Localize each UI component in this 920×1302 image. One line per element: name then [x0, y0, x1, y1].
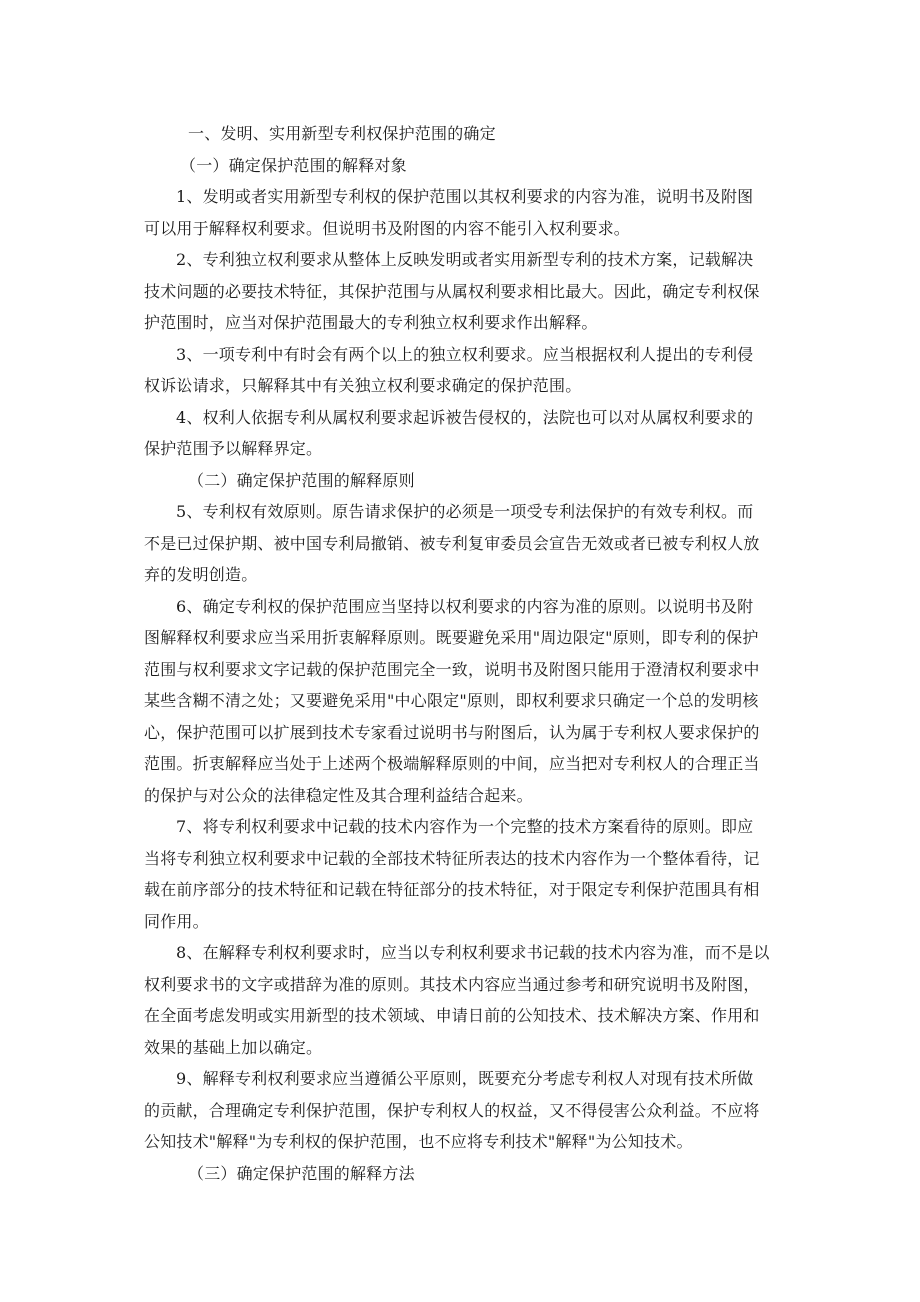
paragraph-line: 可以用于解释权利要求。但说明书及附图的内容不能引入权利要求。 — [144, 218, 631, 238]
paragraph-first-line: 2、专利独立权利要求从整体上反映发明或者实用新型专利的技术方案，记载解决 — [176, 250, 754, 269]
paragraph-first-line: 3、一项专利中有时会有两个以上的独立权利要求。应当根据权利人提出的专利侵 — [176, 344, 754, 364]
paragraph-line: 范围与权利要求文字记载的保护范围完全一致，说明书及附图只能用于澄清权利要求中 — [144, 659, 760, 679]
paragraph-line: 技术问题的必要技术特征，其保护范围与从属权利要求相比最大。因此，确定专利权保 — [144, 281, 760, 301]
paragraph-line: 当将专利独立权利要求中记载的全部技术特征所表达的技术内容作为一个整体看待，记 — [144, 848, 760, 868]
paragraph-line: 权利要求书的文字或措辞为准的原则。其技术内容应当通过参考和研究说明书及附图， — [144, 974, 760, 994]
paragraph-line: 图解释权利要求应当采用折衷解释原则。既要避免采用"周边限定"原则，即专利的保护 — [144, 628, 759, 647]
paragraph-line: 的贡献，合理确定专利保护范围，保护专利权人的权益，又不得侵害公众利益。不应将 — [144, 1100, 760, 1120]
paragraph-line: 护范围时，应当对保护范围最大的专利独立权利要求作出解释。 — [144, 313, 598, 332]
paragraph-first-line: 6、确定专利权的保护范围应当坚持以权利要求的内容为准的原则。以说明书及附 — [176, 596, 754, 616]
paragraph-line: 效果的基础上加以确定。 — [144, 1037, 323, 1057]
paragraph-line: 同作用。 — [144, 911, 209, 931]
section-heading: 一、发明、实用新型专利权保护范围的确定 — [188, 124, 496, 143]
paragraph-first-line: 5、专利权有效原则。原告请求保护的必须是一项受专利法保护的有效专利权。而 — [176, 502, 754, 521]
paragraph-line: 某些含糊不清之处；又要避免采用"中心限定"原则，即权利要求只确定一个总的发明核 — [144, 691, 759, 710]
paragraph-line: 不是已过保护期、被中国专利局撤销、被专利复审委员会宣告无效或者已被专利权人放 — [144, 533, 760, 553]
paragraph-first-line: 9、解释专利权利要求应当遵循公平原则，既要充分考虑专利权人对现有技术所做 — [176, 1069, 754, 1088]
paragraph-line: 在全面考虑发明或实用新型的技术领域、申请日前的公知技术、技术解决方案、作用和 — [144, 1006, 760, 1025]
paragraph-line: 弃的发明创造。 — [144, 565, 258, 584]
section-heading: （一）确定保护范围的解释对象 — [180, 155, 407, 175]
paragraph-first-line: 1、发明或者实用新型专利权的保护范围以其权利要求的内容为准，说明书及附图 — [176, 187, 754, 206]
section-heading: （二）确定保护范围的解释原则 — [188, 470, 415, 490]
paragraph-line: 范围。折衷解释应当处于上述两个极端解释原则的中间，应当把对专利权人的合理正当 — [144, 754, 760, 773]
paragraph-line: 载在前序部分的技术特征和记载在特征部分的技术特征，对于限定专利保护范围具有相 — [144, 880, 760, 899]
section-heading: （三）确定保护范围的解释方法 — [188, 1163, 415, 1183]
paragraph-first-line: 4、权利人依据专利从属权利要求起诉被告侵权的，法院也可以对从属权利要求的 — [176, 407, 754, 427]
paragraph-first-line: 8、在解释专利权利要求时，应当以专利权利要求书记载的技术内容为准，而不是以 — [176, 943, 770, 962]
document-body — [144, 118, 792, 1189]
paragraph-first-line: 7、将专利权利要求中记载的技术内容作为一个完整的技术方案看待的原则。即应 — [176, 817, 754, 836]
paragraph-line: 公知技术"解释"为专利权的保护范围，也不应将专利技术"解释"为公知技术。 — [144, 1132, 693, 1151]
paragraph-line: 的保护与对公众的法律稳定性及其合理利益结合起来。 — [144, 785, 533, 805]
paragraph-line: 保护范围予以解释界定。 — [144, 439, 323, 458]
paragraph-line: 心，保护范围可以扩展到技术专家看过说明书与附图后，认为属于专利权人要求保护的 — [144, 722, 760, 742]
paragraph-line: 权诉讼请求，只解释其中有关独立权利要求确定的保护范围。 — [144, 376, 582, 395]
